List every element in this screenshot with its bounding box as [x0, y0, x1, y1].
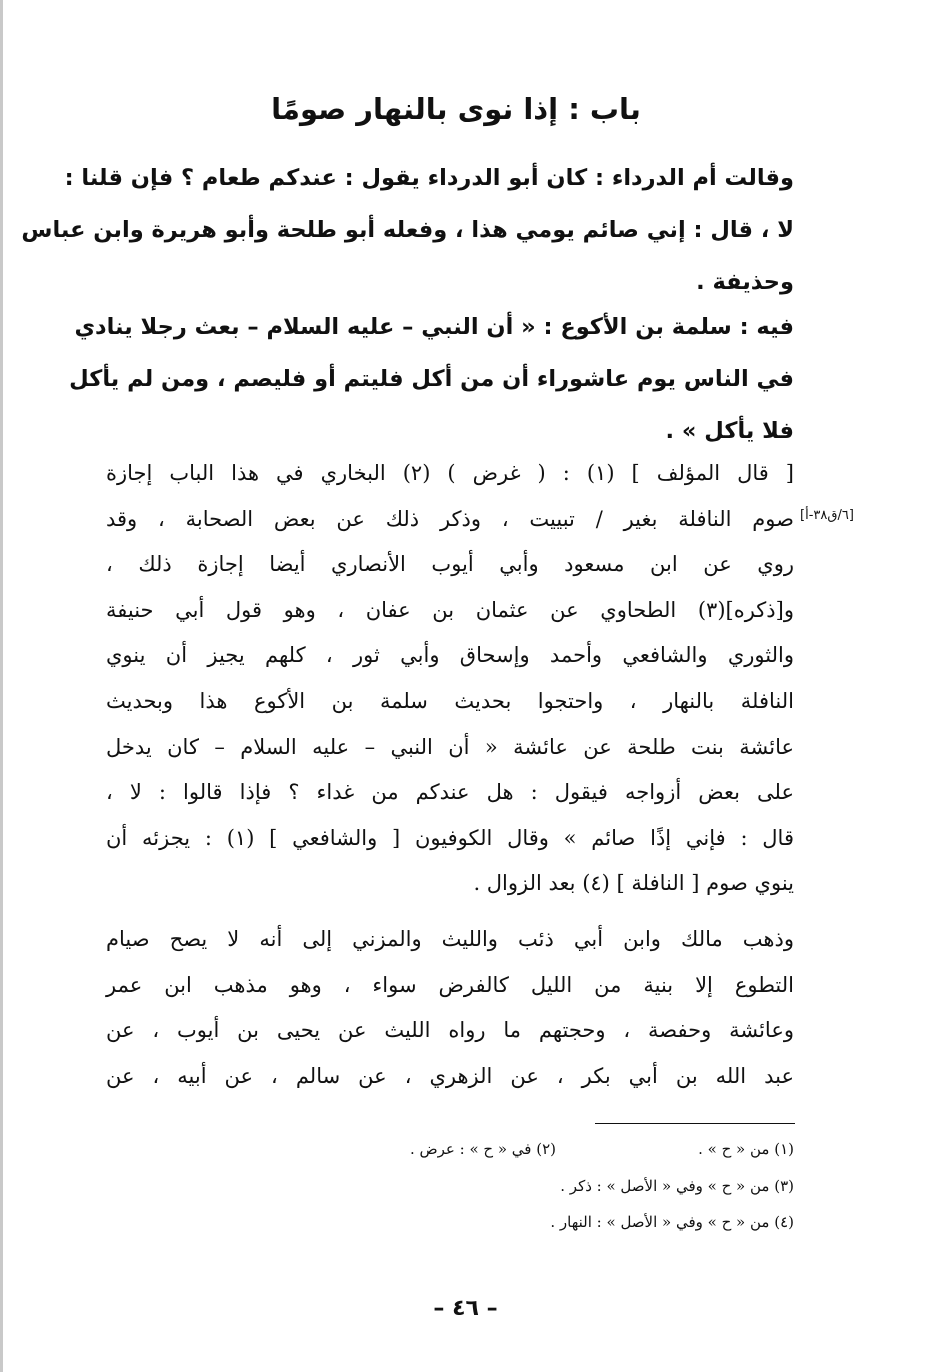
footnote-2: (٢) في « ح » : عرض . — [409, 1140, 556, 1158]
text-line: ينوي صوم [ النافلة ] (٤) بعد الزوال . — [473, 871, 794, 896]
text-line: وعائشة وحفصة ، وحجتهم ما رواه الليث عن يحيى بن أيوب ، عن — [106, 1018, 794, 1043]
chapter-title: باب : إذا نوى بالنهار صومًا — [271, 92, 641, 126]
text-line: وذهب مالك وابن أبي ذئب والليث والمزني إلى أنه لا يصح صيام — [106, 927, 794, 951]
text-line: على بعض أزواجه فيقول : هل عندكم من غداء ؟ فإذا قالوا : لا ، — [106, 780, 794, 805]
text-line: النافلة بالنهار ، واحتجوا بحديث سلمة بن الأكوع هذا وبحديث — [106, 688, 794, 713]
text-line: فلا يأكل » . — [665, 418, 794, 444]
text-line: عبد الله بن أبي بكر ، عن الزهري ، عن سالم ، عن أبيه ، عن — [106, 1064, 794, 1089]
text-line: عائشة بنت طلحة عن عائشة « أن النبي – عليه السلام – كان يدخل — [106, 734, 794, 759]
manuscript-folio-note: [٦/ق٣٨-أ] — [800, 508, 854, 523]
text-line: وحذيفة . — [696, 269, 794, 295]
text-line: والثوري والشافعي وأحمد وإسحاق وأبي ثور ، كلهم يجيز أن ينوي — [106, 643, 794, 668]
paragraph-malik-opinion — [106, 917, 794, 1100]
footnote-separator — [595, 1123, 795, 1124]
paragraph-commentary — [106, 451, 794, 907]
footnote-1: (١) من « ح » . — [698, 1140, 794, 1158]
text-line: روي عن ابن مسعود وأبي أيوب الأنصاري أيضا إجازة ذلك ، — [106, 552, 794, 577]
text-line: صوم النافلة بغير / تبييت ، وذكر ذلك عن بعض الصحابة ، وقد — [106, 506, 794, 531]
page-number: – ٤٦ – — [433, 1296, 498, 1321]
text-line: في الناس يوم عاشوراء أن من أكل فليتم أو فليصم ، ومن لم يأكل — [69, 366, 794, 392]
footnote-3: (٣) من « ح » وفي « الأصل » : ذكر . — [560, 1177, 794, 1195]
text-line: و[ذكره](٣) الطحاوي عن عثمان بن عفان ، وهو قول أبي حنيفة — [106, 597, 794, 622]
text-line: فيه : سلمة بن الأكوع : « أن النبي – عليه السلام – بعث رجلا ينادي — [74, 314, 794, 340]
text-line: [ قال المؤلف ] (١) : ( غرض ) (٢) البخاري في هذا الباب إجازة — [106, 461, 794, 485]
paragraph-hadith-salama — [69, 301, 794, 457]
scan-edge — [0, 0, 3, 1372]
text-line: لا ، قال : إني صائم يومي هذا ، وفعله أبو طلحة وأبو هريرة وابن عباس — [21, 217, 794, 243]
text-line: وقالت أم الدرداء : كان أبو الدرداء يقول : عندكم طعام ؟ فإن قلنا : — [64, 165, 794, 191]
text-line: قال : فإني إذًا صائم » وقال الكوفيون [ والشافعي ] (١) : يجزئه أن — [106, 825, 794, 850]
text-line: التطوع إلا بنية من الليل كالفرض سواء ، وهو مذهب ابن عمر — [106, 972, 794, 997]
paragraph-quote-um-darda — [21, 152, 794, 308]
footnote-4: (٤) من « ح » وفي « الأصل » : النهار . — [550, 1213, 794, 1231]
